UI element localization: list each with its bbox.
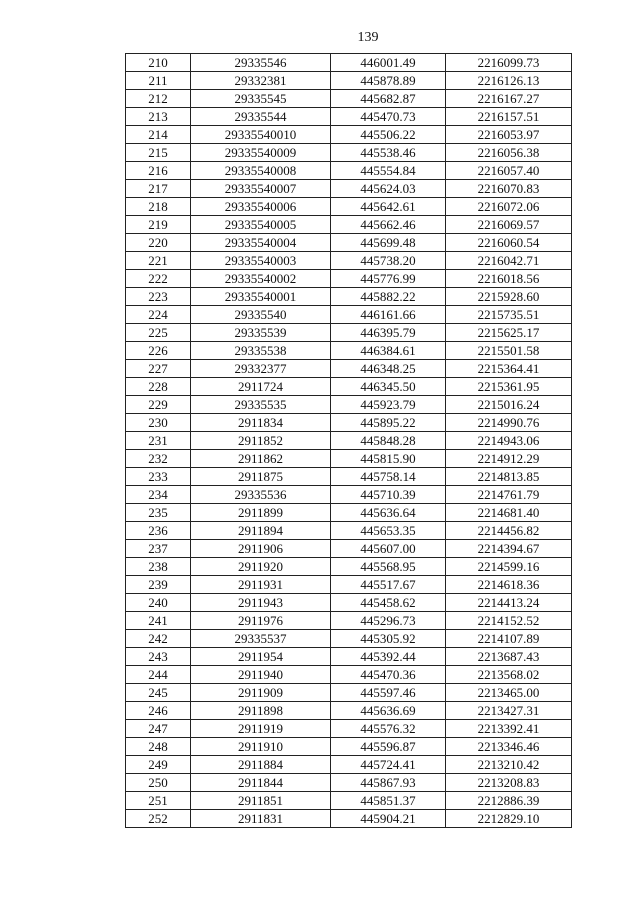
table-row	[126, 684, 572, 702]
table-row	[126, 576, 572, 594]
point-id-cell: 29335540009	[191, 144, 331, 162]
table-row	[126, 234, 572, 252]
y-coordinate-cell: 2213687.43	[446, 648, 572, 666]
x-coordinate-cell: 446384.61	[331, 342, 446, 360]
y-coordinate-cell: 2216070.83	[446, 180, 572, 198]
y-coordinate-cell: 2213210.42	[446, 756, 572, 774]
row-number-cell: 249	[126, 756, 191, 774]
y-coordinate-cell: 2214152.52	[446, 612, 572, 630]
y-coordinate-cell: 2214107.89	[446, 630, 572, 648]
y-coordinate-cell: 2213208.83	[446, 774, 572, 792]
point-id-cell: 2911976	[191, 612, 331, 630]
x-coordinate-cell: 445662.46	[331, 216, 446, 234]
x-coordinate-cell: 445851.37	[331, 792, 446, 810]
row-number-cell: 230	[126, 414, 191, 432]
point-id-cell: 29335540004	[191, 234, 331, 252]
row-number-cell: 225	[126, 324, 191, 342]
point-id-cell: 29335540010	[191, 126, 331, 144]
point-id-cell: 29335546	[191, 54, 331, 72]
row-number-cell: 210	[126, 54, 191, 72]
table-row	[126, 648, 572, 666]
x-coordinate-cell: 446001.49	[331, 54, 446, 72]
point-id-cell: 2911852	[191, 432, 331, 450]
row-number-cell: 239	[126, 576, 191, 594]
table-row	[126, 720, 572, 738]
y-coordinate-cell: 2214761.79	[446, 486, 572, 504]
table-row	[126, 342, 572, 360]
table-row	[126, 306, 572, 324]
point-id-cell: 29335536	[191, 486, 331, 504]
y-coordinate-cell: 2212886.39	[446, 792, 572, 810]
x-coordinate-cell: 445848.28	[331, 432, 446, 450]
row-number-cell: 246	[126, 702, 191, 720]
x-coordinate-cell: 445506.22	[331, 126, 446, 144]
x-coordinate-cell: 445642.61	[331, 198, 446, 216]
y-coordinate-cell: 2216126.13	[446, 72, 572, 90]
point-id-cell: 2911862	[191, 450, 331, 468]
point-id-cell: 2911844	[191, 774, 331, 792]
x-coordinate-cell: 445568.95	[331, 558, 446, 576]
row-number-cell: 216	[126, 162, 191, 180]
x-coordinate-cell: 445538.46	[331, 144, 446, 162]
table-row	[126, 108, 572, 126]
y-coordinate-cell: 2212829.10	[446, 810, 572, 828]
row-number-cell: 235	[126, 504, 191, 522]
table-row	[126, 180, 572, 198]
x-coordinate-cell: 445923.79	[331, 396, 446, 414]
row-number-cell: 231	[126, 432, 191, 450]
point-id-cell: 29332377	[191, 360, 331, 378]
row-number-cell: 213	[126, 108, 191, 126]
point-id-cell: 2911724	[191, 378, 331, 396]
table-row	[126, 558, 572, 576]
table-row	[126, 414, 572, 432]
y-coordinate-cell: 2214813.85	[446, 468, 572, 486]
point-id-cell: 29335540003	[191, 252, 331, 270]
row-number-cell: 233	[126, 468, 191, 486]
table-row	[126, 522, 572, 540]
table-row	[126, 450, 572, 468]
table-row	[126, 486, 572, 504]
row-number-cell: 240	[126, 594, 191, 612]
row-number-cell: 218	[126, 198, 191, 216]
x-coordinate-cell: 445392.44	[331, 648, 446, 666]
y-coordinate-cell: 2214394.67	[446, 540, 572, 558]
x-coordinate-cell: 445624.03	[331, 180, 446, 198]
y-coordinate-cell: 2216060.54	[446, 234, 572, 252]
point-id-cell: 29335539	[191, 324, 331, 342]
x-coordinate-cell: 445682.87	[331, 90, 446, 108]
row-number-cell: 242	[126, 630, 191, 648]
point-id-cell: 29335540002	[191, 270, 331, 288]
y-coordinate-cell: 2213465.00	[446, 684, 572, 702]
row-number-cell: 228	[126, 378, 191, 396]
table-row	[126, 126, 572, 144]
y-coordinate-cell: 2215928.60	[446, 288, 572, 306]
y-coordinate-cell: 2214599.16	[446, 558, 572, 576]
row-number-cell: 214	[126, 126, 191, 144]
table-row	[126, 324, 572, 342]
coordinates-table	[125, 53, 572, 828]
x-coordinate-cell: 445470.36	[331, 666, 446, 684]
row-number-cell: 244	[126, 666, 191, 684]
y-coordinate-cell: 2215361.95	[446, 378, 572, 396]
row-number-cell: 245	[126, 684, 191, 702]
point-id-cell: 2911910	[191, 738, 331, 756]
x-coordinate-cell: 445904.21	[331, 810, 446, 828]
y-coordinate-cell: 2215016.24	[446, 396, 572, 414]
x-coordinate-cell: 445724.41	[331, 756, 446, 774]
row-number-cell: 212	[126, 90, 191, 108]
x-coordinate-cell: 445710.39	[331, 486, 446, 504]
x-coordinate-cell: 446345.50	[331, 378, 446, 396]
row-number-cell: 217	[126, 180, 191, 198]
row-number-cell: 211	[126, 72, 191, 90]
y-coordinate-cell: 2214413.24	[446, 594, 572, 612]
point-id-cell: 2911884	[191, 756, 331, 774]
y-coordinate-cell: 2216072.06	[446, 198, 572, 216]
point-id-cell: 2911899	[191, 504, 331, 522]
point-id-cell: 2911851	[191, 792, 331, 810]
point-id-cell: 2911954	[191, 648, 331, 666]
coordinates-table-body	[126, 54, 572, 828]
table-row	[126, 504, 572, 522]
x-coordinate-cell: 445517.67	[331, 576, 446, 594]
table-row	[126, 72, 572, 90]
x-coordinate-cell: 445882.22	[331, 288, 446, 306]
row-number-cell: 224	[126, 306, 191, 324]
x-coordinate-cell: 446348.25	[331, 360, 446, 378]
y-coordinate-cell: 2214943.06	[446, 432, 572, 450]
x-coordinate-cell: 445895.22	[331, 414, 446, 432]
y-coordinate-cell: 2215625.17	[446, 324, 572, 342]
x-coordinate-cell: 445653.35	[331, 522, 446, 540]
x-coordinate-cell: 445554.84	[331, 162, 446, 180]
row-number-cell: 241	[126, 612, 191, 630]
x-coordinate-cell: 445296.73	[331, 612, 446, 630]
y-coordinate-cell: 2216157.51	[446, 108, 572, 126]
table-row	[126, 162, 572, 180]
table-row	[126, 144, 572, 162]
point-id-cell: 2911898	[191, 702, 331, 720]
point-id-cell: 29335537	[191, 630, 331, 648]
point-id-cell: 29335540	[191, 306, 331, 324]
y-coordinate-cell: 2216167.27	[446, 90, 572, 108]
table-row	[126, 792, 572, 810]
x-coordinate-cell: 445878.89	[331, 72, 446, 90]
table-row	[126, 90, 572, 108]
point-id-cell: 29335540005	[191, 216, 331, 234]
y-coordinate-cell: 2213427.31	[446, 702, 572, 720]
row-number-cell: 247	[126, 720, 191, 738]
row-number-cell: 226	[126, 342, 191, 360]
row-number-cell: 221	[126, 252, 191, 270]
table-row	[126, 756, 572, 774]
table-row	[126, 468, 572, 486]
point-id-cell: 29335540007	[191, 180, 331, 198]
y-coordinate-cell: 2213346.46	[446, 738, 572, 756]
row-number-cell: 223	[126, 288, 191, 306]
x-coordinate-cell: 445738.20	[331, 252, 446, 270]
point-id-cell: 29332381	[191, 72, 331, 90]
x-coordinate-cell: 445636.64	[331, 504, 446, 522]
point-id-cell: 2911831	[191, 810, 331, 828]
point-id-cell: 2911931	[191, 576, 331, 594]
x-coordinate-cell: 446161.66	[331, 306, 446, 324]
y-coordinate-cell: 2213392.41	[446, 720, 572, 738]
y-coordinate-cell: 2215735.51	[446, 306, 572, 324]
x-coordinate-cell: 445596.87	[331, 738, 446, 756]
row-number-cell: 237	[126, 540, 191, 558]
x-coordinate-cell: 445699.48	[331, 234, 446, 252]
table-row	[126, 270, 572, 288]
table-row	[126, 54, 572, 72]
point-id-cell: 2911834	[191, 414, 331, 432]
table-row	[126, 252, 572, 270]
y-coordinate-cell: 2216042.71	[446, 252, 572, 270]
point-id-cell: 2911894	[191, 522, 331, 540]
row-number-cell: 236	[126, 522, 191, 540]
table-row	[126, 198, 572, 216]
row-number-cell: 250	[126, 774, 191, 792]
table-row	[126, 594, 572, 612]
row-number-cell: 243	[126, 648, 191, 666]
point-id-cell: 29335535	[191, 396, 331, 414]
x-coordinate-cell: 445867.93	[331, 774, 446, 792]
point-id-cell: 2911875	[191, 468, 331, 486]
y-coordinate-cell: 2214990.76	[446, 414, 572, 432]
x-coordinate-cell: 445597.46	[331, 684, 446, 702]
point-id-cell: 2911940	[191, 666, 331, 684]
row-number-cell: 215	[126, 144, 191, 162]
y-coordinate-cell: 2213568.02	[446, 666, 572, 684]
x-coordinate-cell: 445815.90	[331, 450, 446, 468]
table-row	[126, 612, 572, 630]
row-number-cell: 232	[126, 450, 191, 468]
point-id-cell: 29335540006	[191, 198, 331, 216]
point-id-cell: 29335540001	[191, 288, 331, 306]
point-id-cell: 29335545	[191, 90, 331, 108]
y-coordinate-cell: 2214681.40	[446, 504, 572, 522]
x-coordinate-cell: 445636.69	[331, 702, 446, 720]
point-id-cell: 2911943	[191, 594, 331, 612]
table-row	[126, 702, 572, 720]
table-row	[126, 810, 572, 828]
row-number-cell: 234	[126, 486, 191, 504]
table-row	[126, 738, 572, 756]
row-number-cell: 227	[126, 360, 191, 378]
y-coordinate-cell: 2216057.40	[446, 162, 572, 180]
y-coordinate-cell: 2216099.73	[446, 54, 572, 72]
point-id-cell: 29335544	[191, 108, 331, 126]
table-row	[126, 666, 572, 684]
x-coordinate-cell: 445576.32	[331, 720, 446, 738]
row-number-cell: 229	[126, 396, 191, 414]
row-number-cell: 238	[126, 558, 191, 576]
row-number-cell: 251	[126, 792, 191, 810]
y-coordinate-cell: 2214912.29	[446, 450, 572, 468]
table-row	[126, 774, 572, 792]
table-row	[126, 396, 572, 414]
x-coordinate-cell: 445776.99	[331, 270, 446, 288]
point-id-cell: 2911906	[191, 540, 331, 558]
y-coordinate-cell: 2215501.58	[446, 342, 572, 360]
y-coordinate-cell: 2214618.36	[446, 576, 572, 594]
x-coordinate-cell: 446395.79	[331, 324, 446, 342]
table-row	[126, 360, 572, 378]
x-coordinate-cell: 445458.62	[331, 594, 446, 612]
page-number: 139	[357, 30, 379, 45]
row-number-cell: 252	[126, 810, 191, 828]
y-coordinate-cell: 2216018.56	[446, 270, 572, 288]
point-id-cell: 29335538	[191, 342, 331, 360]
y-coordinate-cell: 2215364.41	[446, 360, 572, 378]
row-number-cell: 220	[126, 234, 191, 252]
x-coordinate-cell: 445470.73	[331, 108, 446, 126]
row-number-cell: 248	[126, 738, 191, 756]
point-id-cell: 29335540008	[191, 162, 331, 180]
row-number-cell: 222	[126, 270, 191, 288]
x-coordinate-cell: 445305.92	[331, 630, 446, 648]
point-id-cell: 2911920	[191, 558, 331, 576]
y-coordinate-cell: 2214456.82	[446, 522, 572, 540]
table-row	[126, 216, 572, 234]
table-row	[126, 432, 572, 450]
table-row	[126, 288, 572, 306]
row-number-cell: 219	[126, 216, 191, 234]
point-id-cell: 2911919	[191, 720, 331, 738]
coordinates-table-container	[125, 53, 572, 828]
y-coordinate-cell: 2216069.57	[446, 216, 572, 234]
x-coordinate-cell: 445607.00	[331, 540, 446, 558]
x-coordinate-cell: 445758.14	[331, 468, 446, 486]
table-row	[126, 540, 572, 558]
y-coordinate-cell: 2216053.97	[446, 126, 572, 144]
point-id-cell: 2911909	[191, 684, 331, 702]
table-row	[126, 378, 572, 396]
table-row	[126, 630, 572, 648]
y-coordinate-cell: 2216056.38	[446, 144, 572, 162]
